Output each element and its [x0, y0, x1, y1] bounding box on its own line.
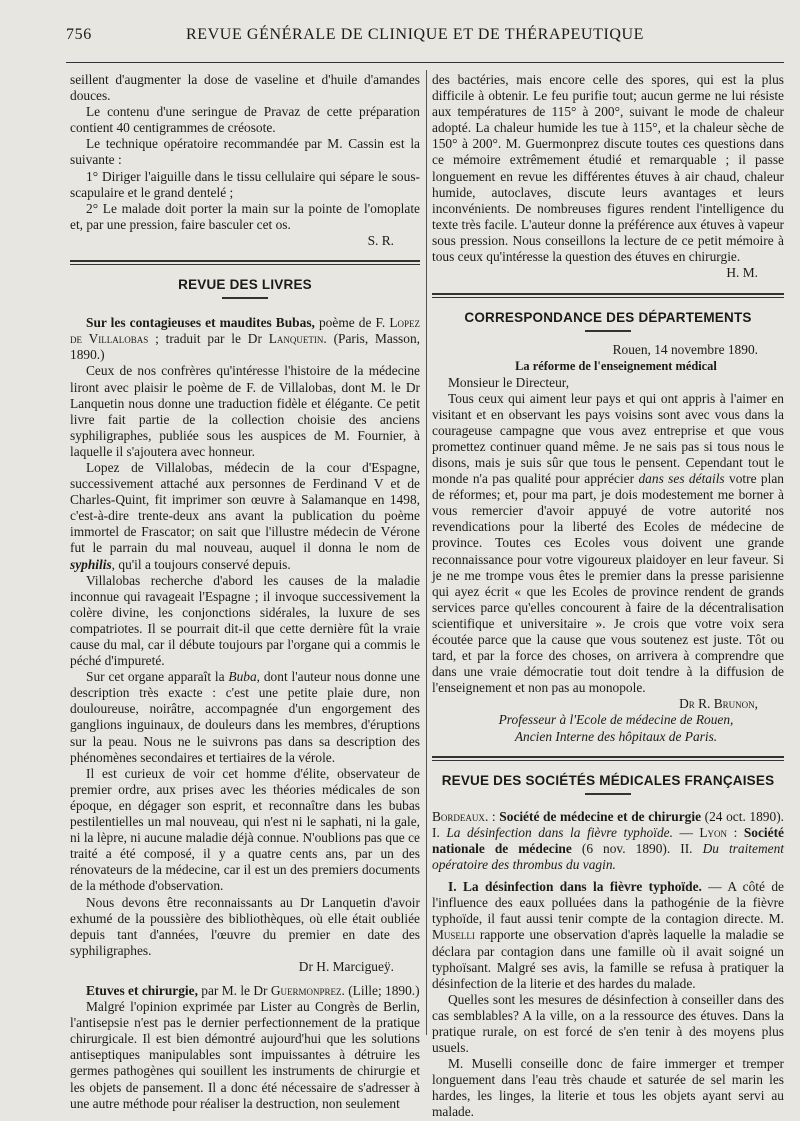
- paragraph: M. Muselli conseille donc de faire immerger et tremper longuement dans l'eau très chaude et saturée de sel marin les hardes, les linges, la literie et tous les objets ayant servi au malade.: [432, 1056, 784, 1120]
- running-title: REVUE GÉNÉRALE DE CLINIQUE ET DE THÉRAPEUTIQUE: [186, 26, 645, 43]
- citation-text: ; traduit par le Dr: [148, 331, 269, 347]
- citation-text: par M. le Dr: [197, 982, 271, 998]
- text-run: — A côté de l'influence des eaux polluées dans la pathogénie de la fièvre typhoïde, il faut aussi tenir compte de la contagion directe. M.: [432, 879, 784, 927]
- signature: Dr R. Brunon,: [679, 696, 758, 712]
- signature: S. R.: [367, 232, 394, 248]
- text-run: . :: [484, 808, 500, 824]
- book-translator: Lanquetin: [268, 331, 324, 347]
- salutation: Monsieur le Directeur,: [448, 374, 570, 390]
- book-author: Lopez de Villalobas: [70, 315, 420, 347]
- society-name: Société de médecine et de chirurgie: [499, 808, 702, 824]
- dateline: Rouen, 14 novembre 1890.: [612, 342, 758, 358]
- signature: H. M.: [726, 265, 758, 281]
- person-name: Muselli: [432, 927, 475, 943]
- paragraph: Malgré l'opinion exprimée par Lister au Congrès de Berlin, l'antisepsie n'est pas le dernier perfectionnement de la pratique chirurgicale. Il est bien démontré aujourd'hui que les solutions antiseptiques manipulables sont impuissantes à détruire les germes pathogènes qui souillent les instruments de chirurgie et les objets de pansement. Il a donc été nécessaire de s'adresser à une autre méthode pour réaliser la destruction, non seulement: [70, 999, 420, 1111]
- page-number: 756: [66, 26, 92, 43]
- city: Lyon: [699, 824, 728, 840]
- society-name: Société nationale de médecine: [432, 824, 784, 856]
- paragraph: Quelles sont les mesures de désinfection à conseiller dans des cas semblables? A la ville, on a la ressource des étuves. Dans la pratique rurale, on est forcé de s'en tenir à des moyens plus usuels.: [432, 991, 784, 1056]
- paragraph: Ceux de nos confrères qu'intéresse l'histoire de la médecine liront avec plaisir le poème de F. de Villalobas, dont M. le Dr Lanquetin nous donne une traduction fidèle et élégante. Ce petit livre fait partie de la collection choisie des anciens syphiligraphes, publiée sous les auspices de M. Fournier, à laquelle il s'ajoutera avec honneur.: [70, 363, 420, 459]
- paragraph-heading: I. La désinfection dans la fièvre typhoïde.: [448, 879, 702, 895]
- citation-text: . (Paris, Masson, 1890.): [70, 331, 420, 363]
- signature: Dr H. Marcigueÿ.: [298, 958, 394, 974]
- society-summary: [432, 809, 784, 873]
- book-citation: [70, 983, 420, 999]
- section-title: REVUE DES LIVRES: [178, 277, 312, 293]
- emphasis: syphilis: [70, 556, 112, 572]
- text-run: :: [727, 824, 744, 840]
- city: Bordeaux: [432, 808, 485, 824]
- text-run: —: [672, 824, 700, 840]
- paragraph: Le contenu d'une seringue de Pravaz de cette préparation contient 40 centigrammes de créosote.: [70, 104, 420, 136]
- paragraph: seillent d'augmenter la dose de vaseline et d'huile d'amandes douces.: [70, 72, 420, 104]
- topic: La désinfection dans la fièvre typhoïde.: [446, 824, 673, 840]
- paragraph: [432, 879, 784, 992]
- book-author: Guermonprez: [270, 982, 342, 998]
- letter-subhead: La réforme de l'enseignement médical: [515, 359, 717, 374]
- paragraph: 2° Le malade doit porter la main sur la pointe de l'omoplate et, par une pression, faire basculer cet os.: [70, 200, 420, 232]
- paragraph: Le technique opératoire recommandée par M. Cassin est la suivante :: [70, 136, 420, 168]
- paragraph: [70, 460, 420, 573]
- citation-text: poème de F.: [314, 315, 390, 331]
- page-header: [66, 26, 766, 52]
- paragraph: Nous devons être reconnaissants au Dr Lanquetin d'avoir exhumé de la poussière des bibliothèques, où elle était oubliée depuis tant d'années, l'œuvre du premier en date des syphiligraphes.: [70, 894, 420, 958]
- text-run: (6 nov. 1890). II.: [571, 840, 703, 856]
- section-title: REVUE DES SOCIÉTÉS MÉDICALES FRANÇAISES: [441, 772, 775, 788]
- emphasis: dans ses détails: [638, 471, 725, 487]
- citation-text: . (Lille; 1890.): [341, 982, 420, 998]
- signature-title: Professeur à l'Ecole de médecine de Rouen,: [498, 712, 734, 728]
- text-run: , qu'il a toujours conservé depuis.: [111, 556, 291, 572]
- header-rule: [66, 62, 784, 63]
- left-column: [70, 72, 420, 1112]
- text-run: rapporte une observation d'après laquelle la maladie se déclara par contagion dans une famille où il avait soigné un typhoïsant. Malgré ses avis, la famille se refusa à pratiquer la désinfection de la literie et des hardes du malade.: [432, 927, 784, 991]
- paragraph: [70, 669, 420, 766]
- paragraph: Il est curieux de voir cet homme d'élite, observateur de premier ordre, aux prises avec les théories médicales de son époque, en dégager son esprit, et reconnaître dans les bubas pestilentielles un mal nouveau, qui n'est ni le saphati, ni la gale, ni la lèpre, ni aucune maladie déjà connue. N'oublions pas que ce traité a été composé, il y a quatre cents ans, par un des rénovateurs de la médecine, car il est un des premiers documents de la méthode d'observation.: [70, 765, 420, 894]
- book-title: Etuves et chirurgie,: [86, 982, 198, 998]
- paragraph: [432, 391, 784, 697]
- text-run: (24 oct. 1890). I.: [432, 808, 785, 840]
- right-column: [432, 72, 784, 1121]
- text-run: , dont l'auteur nous donne une description très exacte : c'est une petite plaie dure, non douloureuse, noirâtre, accompagnée d'un engorgement des ganglions inguinaux, de douleurs dans les membres, d'éruptions sur la peau. Nous ne le suivrons pas dans sa description des phénomènes secondaires et tertiaires de la vérole.: [70, 669, 420, 765]
- text-run: Lopez de Villalobas, médecin de la cour d'Espagne, successivement attaché aux personnes de Ferdinand V et de Charles-Quint, fit imprimer son œuvre à Salamanque en 1498, c'est-à-dire trente-deux ans avant la publication du poème immortel de Frascator; on sait que l'illustre médecin de Vérone fut le parrain du mal nouveau, auquel il donna le nom de: [70, 459, 420, 556]
- paragraph: Villalobas recherche d'abord les causes de la maladie inconnue qui ravageait l'Espagne ; il invoque successivement la colère divine, les conjonctions sidérales, la luxure de ses compatriotes. Il se pourrait dit-il que cette dernière fût la vraie cause du mal, car il débute toujours par l'organe qui a commis le péché d'impureté.: [70, 572, 420, 669]
- text-run: Tous ceux qui aiment leur pays et qui ont appris à l'aimer en visitant et en observant les pays voisins sont avec vous dans la courageuse campagne que vous avez entreprise et que vous promettez continuer quand même. Je ne sais pas si tous nous le disons, mais je suis sûr que tous le pensent. Cependant tout le monde n'a pas qualité pour apprécier: [432, 390, 784, 487]
- emphasis: Buba: [228, 669, 257, 685]
- column-divider: [426, 70, 427, 1035]
- section-title: CORRESPONDANCE DES DÉPARTEMENTS: [464, 310, 752, 326]
- text-run: votre plan de réformes; et, pour ma part, je dois modestement me borner à vous remercier d'avoir appuyé de votre autorité nos revendications pour la liberté des Ecoles de médecine de province. Toutes ces Ecoles vous doivent une grande reconnaissance pour votre vigoureux plaidoyer en leur faveur. Si je ne me trompe vous êtes le premier dans la presse parisienne qui ayez écrit « que les Ecoles de province rendent de grands services parce qu'elles concourent à faire de la décentralisation scientifique et universitaire ». Je crois que votre voix sera écoutée parce que la cause que vous soutenez est juste. Tôt ou tard, et par la force des choses, on arrivera à comprendre que dans une vraie démocratie tout doit tendre à la diffusion de l'enseignement et non pas au monopole.: [432, 471, 784, 696]
- book-citation: [70, 315, 420, 363]
- book-title: Sur les contagieuses et maudites Bubas,: [86, 315, 315, 331]
- paragraph: des bactéries, mais encore celle des spores, qui est la plus difficile à obtenir. Le feu purifie tout; aucun germe ne lui résiste aux températures de 115° à 200°, suivant le mode de chaleur adopté. La chaleur humide les tue à 115°, et la chaleur sèche de 150° à 200°. M. Guermonprez discute toutes ces questions dans ce mémoire extrêmement étudié et remarquable ; il passe longuement en revue les différentes étuves à air chaud, chaleur humide, autoclaves, discute leurs avantages et leurs inconvénients. De nombreuses figures rendent l'intelligence du texte très facile. L'auteur donne la préférence aux étuves à vapeur sous pression. Nous conseillons la lecture de ce petit mémoire à tous ceux qu'intéresse la question des étuves en chirurgie.: [432, 72, 784, 265]
- topic: Du traitement opératoire des thrombus du vagin.: [432, 840, 784, 873]
- text-run: Sur cet organe apparaît la: [86, 669, 229, 685]
- signature-title: Ancien Interne des hôpitaux de Paris.: [514, 728, 718, 744]
- paragraph: 1° Diriger l'aiguille dans le tissu cellulaire qui sépare le sous-scapulaire et le grand dentelé ;: [70, 168, 420, 200]
